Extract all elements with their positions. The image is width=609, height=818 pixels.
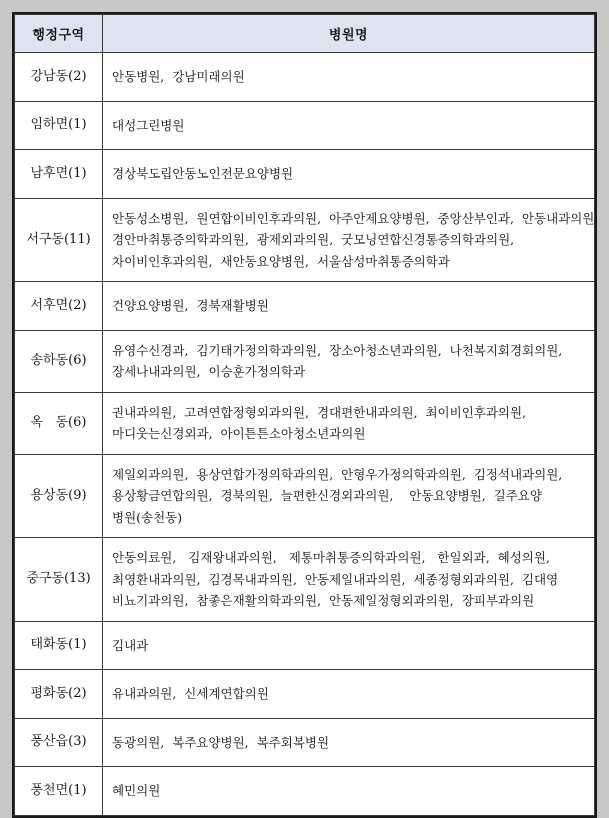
hospital-list-cell — [103, 718, 595, 767]
hospital-list-line: 비뇨기과의원, 참좋은재활의학과의원, 안동제일정형외과의원, 장피부과의원 — [112, 593, 535, 608]
hospital-list-line: 건양요양병원, 경북재활병원 — [112, 298, 269, 313]
hospital-list-line: 혜민의원 — [112, 783, 161, 798]
hospital-list-cell — [103, 621, 595, 670]
hospital-list-line: 제일외과의원, 용상연합가정의학과의원, 안형우가정의학과의원, 김정석내과의원, — [112, 466, 563, 482]
table-row — [15, 538, 595, 622]
hospital-list-line: 동광의원, 복주요양병원, 복주회복병원 — [112, 734, 330, 750]
hospital-list-line: 경상북도립안동노인전문요양병원 — [112, 166, 294, 181]
region-cell: 옥 동(6) — [15, 392, 103, 454]
hospital-list-cell — [103, 150, 595, 199]
hospital-list-cell — [103, 454, 595, 538]
hospital-list-line: 김내과 — [112, 637, 149, 653]
region-cell: 용상동(9) — [15, 454, 103, 538]
header-row — [15, 15, 595, 53]
region-cell: 평화동(2) — [15, 670, 103, 719]
table-row — [15, 621, 595, 670]
table-row — [15, 718, 595, 767]
hospital-list-line: 마디웃는신경외과, 아이튼튼소아청소년과의원 — [112, 426, 366, 441]
hospital-list-cell — [103, 392, 595, 454]
hospital-list-cell — [103, 538, 595, 622]
hospital-list-cell — [103, 101, 595, 150]
table-row — [15, 101, 595, 150]
table-row — [15, 150, 595, 199]
hospital-list-line: 병원(송천동) — [112, 509, 183, 525]
table-row — [15, 330, 595, 392]
hospital-list-cell — [103, 767, 595, 816]
region-cell: 강남동(2) — [15, 53, 103, 102]
hospital-list-line: 유영수신경과, 김기태가정의학과의원, 장소아청소년과의원, 나천복지회경회의원, — [112, 342, 563, 358]
table-body — [15, 53, 599, 816]
hospital-list-cell — [103, 670, 595, 719]
hospital-table-container — [12, 12, 597, 818]
region-cell: 서구동(11) — [15, 198, 103, 282]
column-header-hospital: 병원명 — [103, 15, 595, 53]
hospital-list-line: 안동병원, 강남미래의원 — [112, 69, 245, 84]
hospital-list-cell — [103, 282, 595, 331]
region-cell: 서후면(2) — [15, 282, 103, 331]
region-cell: 풍산읍(3) — [15, 718, 103, 767]
region-cell: 풍천면(1) — [15, 767, 103, 816]
table-row — [15, 198, 595, 282]
hospital-list-cell — [103, 330, 595, 392]
table-row — [15, 53, 595, 102]
hospital-list-line: 안동의료원, 김재왕내과의원, 제통마취통증의학과의원, 한일외과, 혜성의원, — [112, 550, 550, 565]
hospital-list-cell — [103, 53, 595, 102]
hospital-list-cell — [103, 198, 599, 282]
hospital-list-line: 장세나내과의원, 이승훈가정의학과 — [112, 364, 306, 379]
table-row — [15, 670, 595, 719]
hospital-list-line: 차이비인후과의원, 새안동요양병원, 서울삼성마취통증의학과 — [112, 253, 450, 269]
region-cell: 임하면(1) — [15, 101, 103, 150]
table-row — [15, 392, 595, 454]
region-cell: 태화동(1) — [15, 621, 103, 670]
hospital-table — [14, 14, 599, 816]
table-row — [15, 454, 595, 538]
hospital-list-line: 최영환내과의원, 김경목내과의원, 안동제일내과의원, 세종정형외과의원, 김대영 — [112, 571, 559, 587]
hospital-list-line: 용상황금연합의원, 경북의원, 늘편한신경외과의원, 안동요양병원, 길주요양 — [112, 488, 542, 503]
hospital-list-line: 유내과의원, 신세계연합의원 — [112, 686, 269, 701]
hospital-list-line: 권내과의원, 고려연합정형외과의원, 경대편한내과의원, 최이비인후과의원, — [112, 404, 527, 420]
region-cell: 남후면(1) — [15, 150, 103, 199]
hospital-list-line: 대성그린병원 — [112, 117, 185, 133]
table-header — [15, 15, 595, 53]
hospital-list-line: 안동성소병원, 원연합이비인후과의원, 아주안제요양병원, 중앙산부인과, 안동내과의원, — [112, 210, 599, 226]
region-cell: 중구동(13) — [15, 538, 103, 622]
region-cell: 송하동(6) — [15, 330, 103, 392]
column-header-region: 행정구역 — [15, 15, 103, 53]
table-row — [15, 767, 595, 816]
table-row — [15, 282, 595, 331]
hospital-list-line: 경안마취통증의학과의원, 광제외과의원, 굿모닝연합신경통증의학과의원, — [112, 232, 515, 247]
